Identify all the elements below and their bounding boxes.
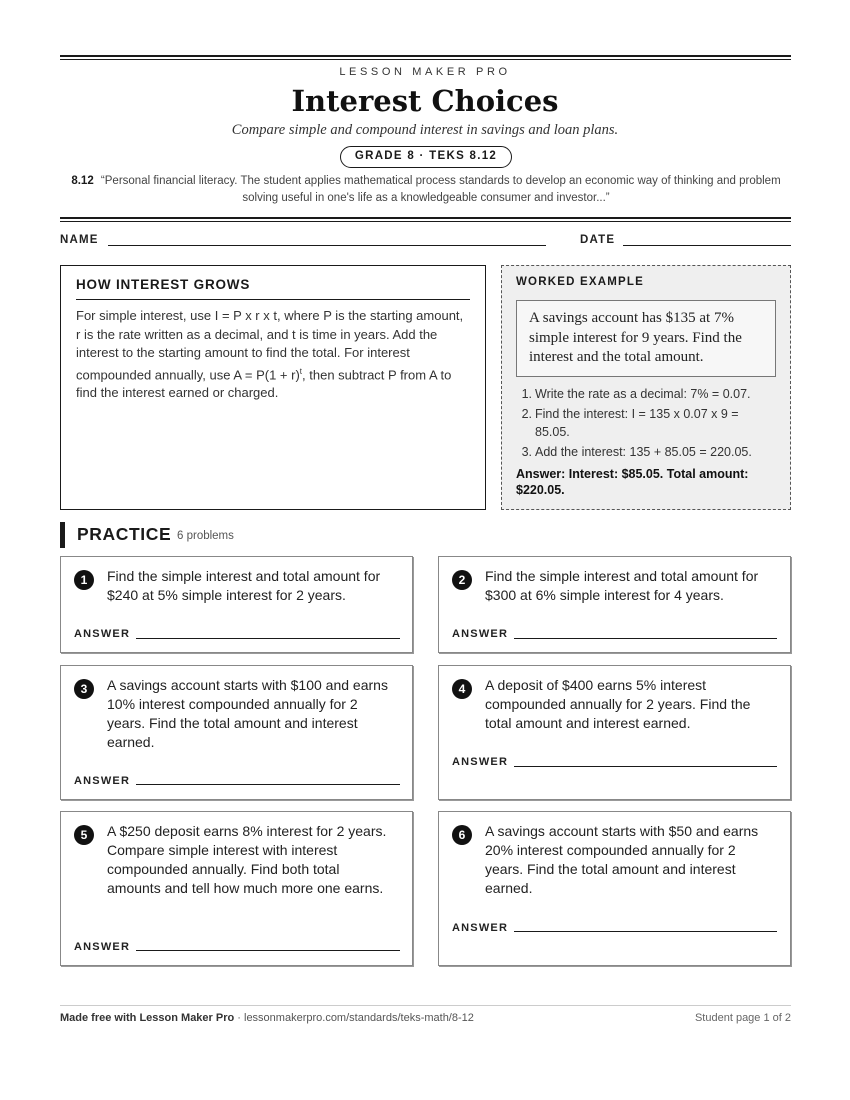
page-title: Interest Choices [291, 84, 559, 118]
answer-label: ANSWER [74, 941, 131, 953]
answer-label: ANSWER [74, 775, 131, 787]
problem-text: Find the simple interest and total amount for $240 at 5% simple interest for 2 years. [107, 568, 381, 603]
brand-name: LESSON MAKER PRO [339, 66, 511, 78]
problem-card-6 [438, 811, 791, 966]
grade-badge: GRADE 8 · TEKS 8.12 [340, 146, 512, 168]
answer-field-4[interactable] [514, 766, 777, 767]
problem-number: 4 [452, 679, 472, 699]
example-step [516, 443, 776, 461]
answer-field-6[interactable] [514, 931, 777, 932]
problem-card-2 [438, 556, 791, 653]
problem-text: Find the simple interest and total amount for $300 at 6% simple interest for 4 years. [485, 568, 759, 603]
problem-number: 2 [452, 570, 472, 590]
page-indicator: Student page 1 of 2 [694, 1012, 791, 1024]
name-label: NAME [60, 234, 99, 246]
standard-description [70, 173, 782, 207]
problem-text: A deposit of $400 earns 5% interest compounded annually for 2 years. Find the total amount and interest earned. [485, 677, 751, 731]
step-text: Add the interest: 135 + 85.05 = 220.05. [535, 444, 752, 459]
step-text: Find the interest: I = 135 x 0.07 x 9 = 85.05. [535, 406, 739, 439]
problem-card-1 [60, 556, 413, 653]
example-step [516, 405, 776, 441]
problem-number: 6 [452, 825, 472, 845]
problem-number: 5 [74, 825, 94, 845]
name-field[interactable] [108, 245, 546, 246]
step-number: 3. [521, 444, 532, 459]
made-with-text: Made free with Lesson Maker Pro [60, 1012, 235, 1024]
date-label: DATE [580, 234, 616, 246]
footer-separator: · [234, 1012, 244, 1024]
problem-card-4 [438, 665, 791, 800]
practice-title: PRACTICE [77, 524, 172, 544]
footer-credit [60, 1012, 474, 1024]
practice-count: 6 problems [177, 530, 234, 542]
step-number: 1. [521, 386, 532, 401]
answer-label: ANSWER [452, 628, 509, 640]
standard-code: 8.12 [71, 175, 94, 187]
header-bottom-rule [60, 217, 791, 222]
problem-number: 1 [74, 570, 94, 590]
example-problem: A savings account has $135 at 7% simple interest for 9 years. Find the interest and the total amount. [516, 300, 776, 377]
how-text-part2: , then subtract P from A to find the interest earned or charged. [76, 366, 452, 401]
step-text: Write the rate as a decimal: 7% = 0.07. [535, 386, 751, 401]
header-top-rule [60, 55, 791, 60]
problem-card-5 [60, 811, 413, 966]
problem-text: A savings account starts with $100 and earns 10% interest compounded annually for 2 years. Find the total amount and interest earned. [107, 677, 388, 750]
how-text [76, 307, 470, 403]
answer-field-2[interactable] [514, 638, 777, 639]
problem-text: A $250 deposit earns 8% interest for 2 years. Compare simple interest with interest compounded annually. Find both total amounts and tell how much more one earns. [107, 823, 387, 896]
answer-label: ANSWER [452, 756, 509, 768]
worked-example-panel [501, 265, 791, 510]
page-subtitle: Compare simple and compound interest in savings and loan plans. [231, 122, 619, 138]
date-field[interactable] [623, 245, 791, 246]
footer-rule [60, 1005, 791, 1006]
example-step [516, 385, 776, 403]
answer-label: ANSWER [74, 628, 131, 640]
problem-card-3 [60, 665, 413, 800]
example-answer: Answer: Interest: $85.05. Total amount: $220.05. [516, 466, 749, 497]
standard-text: “Personal financial literacy. The student applies mathematical process standards to develop an economic way of thinking and problem solving useful in one's life as a knowledgeable consumer and investor...” [100, 175, 781, 204]
example-steps [516, 385, 776, 461]
answer-field-3[interactable] [136, 784, 400, 785]
how-text-part1: For simple interest, use I = P x r x t, where P is the starting amount, r is the rate written as a decimal, and t is time in years. Add the interest to the starting amount to find the total. For interest compounded annually, use A = P(1 + r) [76, 308, 464, 382]
problem-text: A savings account starts with $50 and earns 20% interest compounded annually for 2 years. Find the total amount and interest earned. [485, 823, 759, 896]
how-title: HOW INTEREST GROWS [76, 277, 470, 300]
practice-accent-bar [60, 522, 65, 548]
example-title: WORKED EXAMPLE [516, 276, 644, 288]
footer-url[interactable]: lessonmakerpro.com/standards/teks-math/8-12 [244, 1012, 474, 1024]
answer-label: ANSWER [452, 922, 509, 934]
answer-field-5[interactable] [136, 950, 400, 951]
how-interest-grows-panel [60, 265, 486, 510]
how-exponent: t [299, 366, 303, 376]
answer-field-1[interactable] [136, 638, 400, 639]
problem-number: 3 [74, 679, 94, 699]
step-number: 2. [521, 406, 532, 421]
